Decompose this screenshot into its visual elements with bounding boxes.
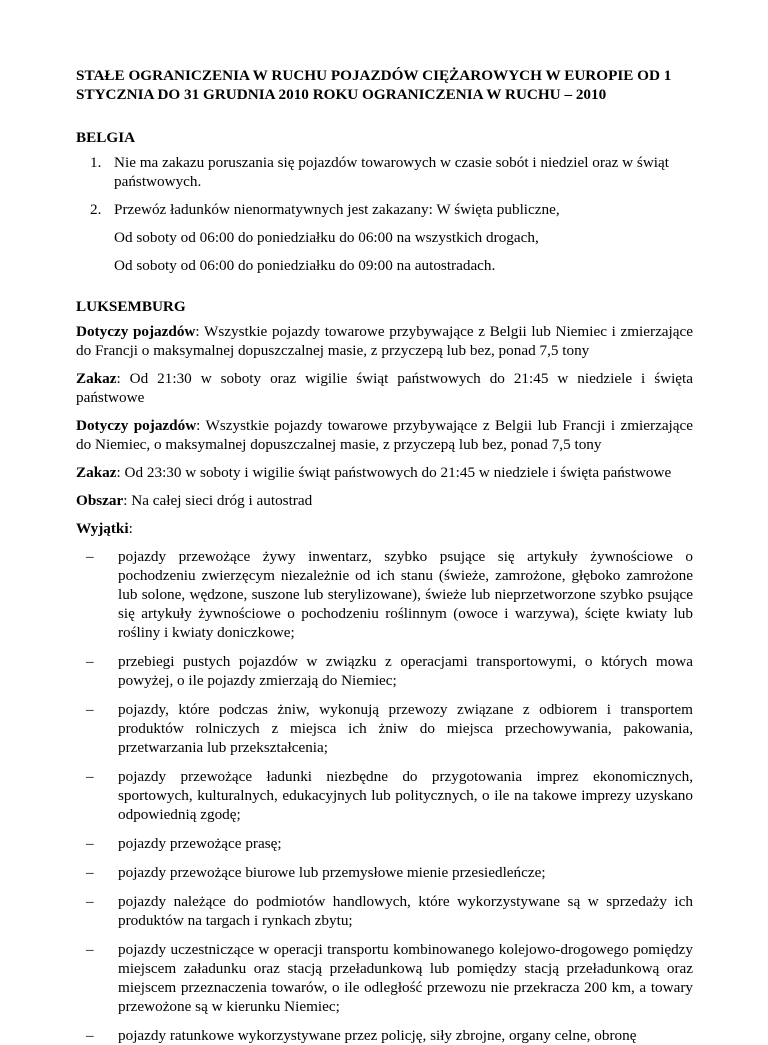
paragraph-ban-1	[76, 369, 693, 407]
list-item	[76, 652, 693, 690]
belgium-list	[76, 153, 693, 275]
paragraph-vehicles-2	[76, 416, 693, 454]
section-heading-luxembourg: LUKSEMBURG	[76, 298, 186, 315]
paragraph-ban-2	[76, 463, 693, 482]
paragraph-exceptions	[76, 519, 693, 538]
label: Obszar	[76, 492, 124, 509]
item-number: 2.	[90, 201, 102, 218]
list-item	[76, 940, 693, 1016]
label: Dotyczy pojazdów	[76, 323, 196, 340]
item-text: przebiegi pustych pojazdów w związku z operacjami transportowymi, o których mowa powyżej, o ile pojazdy zmierzają do Niemiec;	[118, 653, 693, 689]
dash-bullet: –	[86, 893, 94, 910]
label: Zakaz	[76, 464, 117, 481]
paragraph-area	[76, 491, 693, 510]
list-item	[76, 700, 693, 757]
item-continuation-2: Od soboty od 06:00 do poniedziałku do 09:00 na autostradach.	[114, 257, 496, 274]
list-item	[76, 892, 693, 930]
list-item	[76, 153, 693, 191]
item-text: pojazdy ratunkowe wykorzystywane przez policję, siły zbrojne, organy celne, obronę	[118, 1027, 637, 1044]
label: Dotyczy pojazdów	[76, 417, 197, 434]
dash-bullet: –	[86, 1027, 94, 1044]
list-item	[76, 200, 693, 275]
paragraph-text: : Na całej sieci dróg i autostrad	[123, 492, 313, 509]
item-continuation-1: Od soboty od 06:00 do poniedziałku do 06:00 na wszystkich drogach,	[114, 229, 539, 246]
list-item	[76, 834, 693, 853]
paragraph-text: :	[128, 520, 133, 537]
dash-bullet: –	[86, 835, 94, 852]
exceptions-list	[76, 547, 693, 1045]
item-text: pojazdy przewożące biurowe lub przemysłowe mienie przesiedleńcze;	[118, 864, 546, 881]
paragraph-text: : Od 21:30 w soboty oraz wigilie świąt państwowych do 21:45 w niedziele i święta państwowe	[76, 370, 693, 406]
item-text: pojazdy przewożące ładunki niezbędne do przygotowania imprez ekonomicznych, sportowych, kulturalnych, edukacyjnych lub politycznych, o ile na takowe imprezy uzyskano odpowiednią zgodę;	[118, 768, 693, 823]
title-line-2: STYCZNIA DO 31 GRUDNIA 2010 ROKU OGRANICZENIA W RUCHU – 2010	[76, 86, 607, 103]
item-text: pojazdy uczestniczące w operacji transportu kombinowanego kolejowo-drogowego pomiędzy miejscem załadunku oraz stacją przeładunkową lub pomiędzy stacją przeładunkową oraz miejscem przeznaczenia towarów, o ile odległość przewozu nie przekracza 200 km, a towary przewożone są w kierunku Niemiec;	[118, 941, 693, 1015]
item-text: pojazdy przewożące żywy inwentarz, szybko psujące się artykuły żywnościowe o pochodzeniu zwierzęcym niezależnie od ich stanu (świeże, zamrożone, głęboko zamrożone lub solone, wędzone, suszone lub sterylizowane), świeże lub nieprzetworzone szybko psujące się artykuły żywnościowe o pochodzeniu roślinnym (owoce i warzywa), ścięte kwiaty lub rośliny i kwiaty doniczkowe;	[118, 548, 693, 641]
dash-bullet: –	[86, 864, 94, 881]
list-item	[76, 767, 693, 824]
list-item	[76, 547, 693, 642]
document-title	[76, 66, 693, 104]
label: Zakaz	[76, 370, 117, 387]
list-item	[76, 1026, 693, 1045]
paragraph-text: : Od 23:30 w soboty i wigilie świąt państwowych do 21:45 w niedziele i święta państwowe	[116, 464, 672, 481]
dash-bullet: –	[86, 548, 94, 565]
paragraph-text: : Wszystkie pojazdy towarowe przybywające z Belgii lub Francji i zmierzające do Niemiec, o maksymalnej dopuszczalnej masie, z przyczepą lub bez, ponad 7,5 tony	[76, 417, 694, 453]
label: Wyjątki	[76, 520, 129, 537]
item-text: Nie ma zakazu poruszania się pojazdów towarowych w czasie sobót i niedziel oraz w świąt państwowych.	[114, 154, 669, 190]
title-line-1: STAŁE OGRANICZENIA W RUCHU POJAZDÓW CIĘŻAROWYCH W EUROPIE OD 1	[76, 67, 672, 84]
dash-bullet: –	[86, 701, 94, 718]
list-item	[76, 863, 693, 882]
item-text: Przewóz ładunków nienormatywnych jest zakazany: W święta publiczne,	[114, 201, 560, 218]
paragraph-text: : Wszystkie pojazdy towarowe przybywające z Belgii lub Niemiec i zmierzające do Francji o maksymalnej dopuszczalnej masie, z przyczepą lub bez, ponad 7,5 tony	[76, 323, 693, 359]
paragraph-vehicles-1	[76, 322, 693, 360]
item-text: pojazdy, które podczas żniw, wykonują przewozy związane z odbiorem i transportem produktów rolniczych z miejsca ich żniw do miejsca przechowywania, pakowania, przetwarzania lub przekształcenia;	[118, 701, 693, 756]
dash-bullet: –	[86, 653, 94, 670]
item-text: pojazdy przewożące prasę;	[118, 835, 282, 852]
dash-bullet: –	[86, 768, 94, 785]
section-heading-belgium: BELGIA	[76, 129, 136, 146]
item-text: pojazdy należące do podmiotów handlowych, które wykorzystywane są w sprzedaży ich produktów na targach i rynkach zbytu;	[118, 893, 693, 929]
item-number: 1.	[90, 154, 102, 171]
dash-bullet: –	[86, 941, 94, 958]
